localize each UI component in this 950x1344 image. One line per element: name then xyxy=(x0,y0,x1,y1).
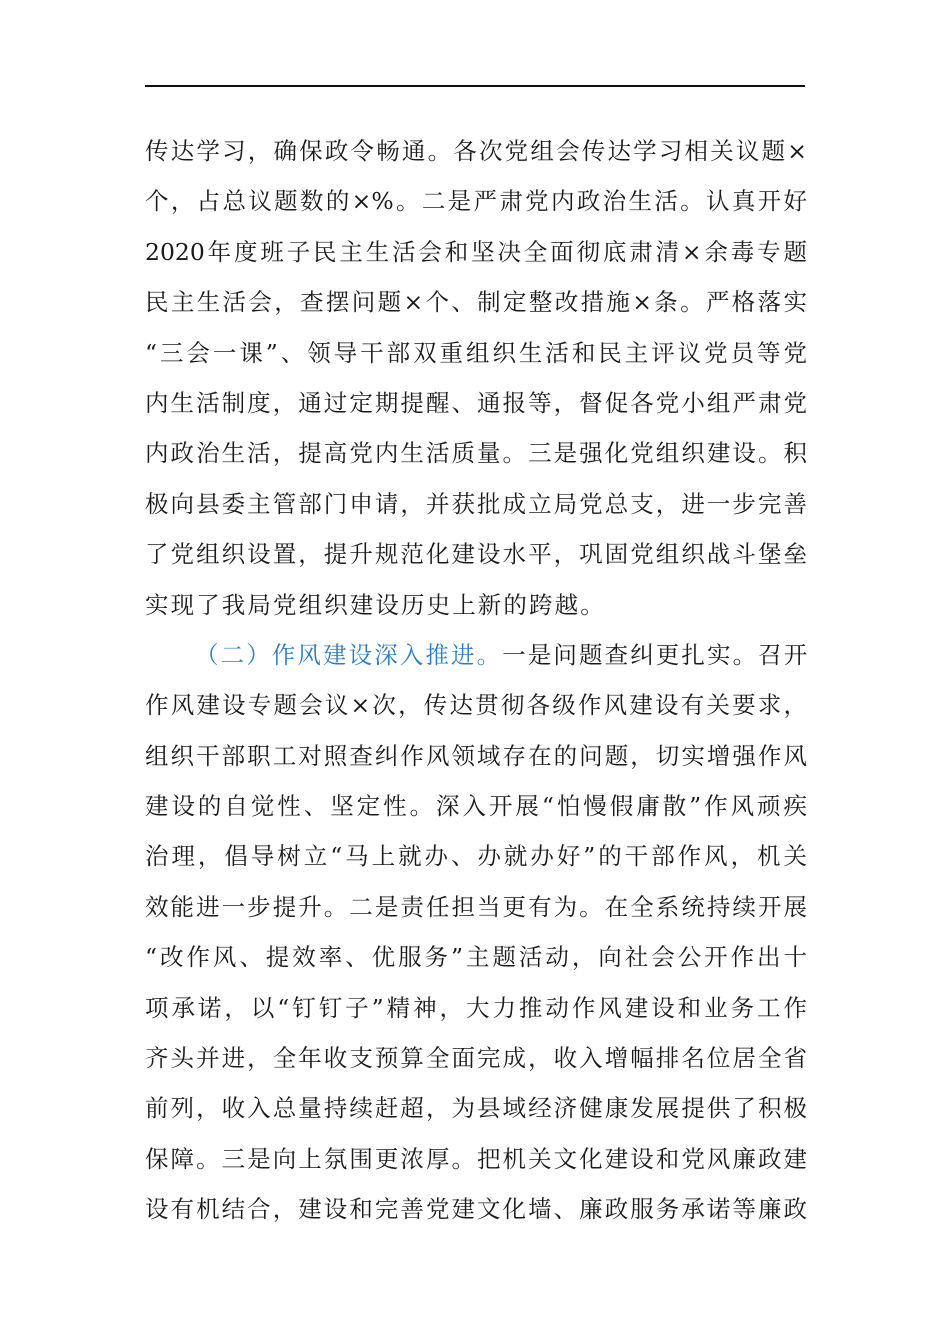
text-line: 设有机结合，建设和完善党建文化墙、廉政服务承诺等廉政 xyxy=(145,1195,807,1224)
text-line: 实现了我局党组织建设历史上新的跨越。 xyxy=(145,590,606,619)
text-line: 前列，收入总量持续赶超，为县域经济健康发展提供了积极 xyxy=(145,1094,807,1123)
text-line: 保障。三是向上氛围更浓厚。把机关文化建设和党风廉政建 xyxy=(145,1144,807,1173)
text-line: 内政治生活，提高党内生活质量。三是强化党组织建设。积 xyxy=(145,439,807,468)
text-line: 极向县委主管部门申请，并获批成立局党总支，进一步完善 xyxy=(145,489,807,518)
text-line: 齐头并进，全年收支预算全面完成，收入增幅排名位居全省 xyxy=(145,1044,807,1073)
text-line: 建设的自觉性、坚定性。深入开展“怕慢假庸散”作风顽疾 xyxy=(145,792,807,821)
section-heading-line xyxy=(145,630,810,680)
text-line: 作风建设专题会议×次，传达贯彻各级作风建设有关要求， xyxy=(145,691,807,720)
text-line: “改作风、提效率、优服务”主题活动，向社会公开作出十 xyxy=(145,943,807,972)
text-line: 2020年度班子民主生活会和坚决全面彻底肃清×余毒专题 xyxy=(145,237,807,266)
header-rule xyxy=(145,85,805,87)
text-line: 治理，倡导树立“马上就办、办就办好”的干部作风，机关 xyxy=(145,842,807,871)
text-line: 传达学习，确保政令畅通。各次党组会传达学习相关议题× xyxy=(145,137,807,165)
text-line: 民主生活会，查摆问题×个、制定整改措施×条。严格落实 xyxy=(145,288,807,317)
document-body xyxy=(145,126,810,1235)
text-line: 效能进一步提升。二是责任担当更有为。在全系统持续开展 xyxy=(145,892,807,921)
text-line: 项承诺，以“钉钉子”精神，大力推动作风建设和业务工作 xyxy=(145,993,807,1022)
text-line: 组织干部职工对照查纠作风领域存在的问题，切实增强作风 xyxy=(145,741,807,770)
text-line: 内生活制度，通过定期提醒、通报等，督促各党小组严肃党 xyxy=(145,388,807,417)
text-line: 了党组织设置，提升规范化建设水平，巩固党组织战斗堡垒 xyxy=(145,540,807,569)
text-line: “三会一课”、领导干部双重组织生活和民主评议党员等党 xyxy=(145,338,807,367)
text-line: 个，占总议题数的×%。二是严肃党内政治生活。认真开好 xyxy=(145,187,807,216)
section-heading: （二）作风建设深入推进。 xyxy=(195,640,503,669)
section-first-line-text: 一是问题查纠更扎实。召开 xyxy=(502,640,810,669)
